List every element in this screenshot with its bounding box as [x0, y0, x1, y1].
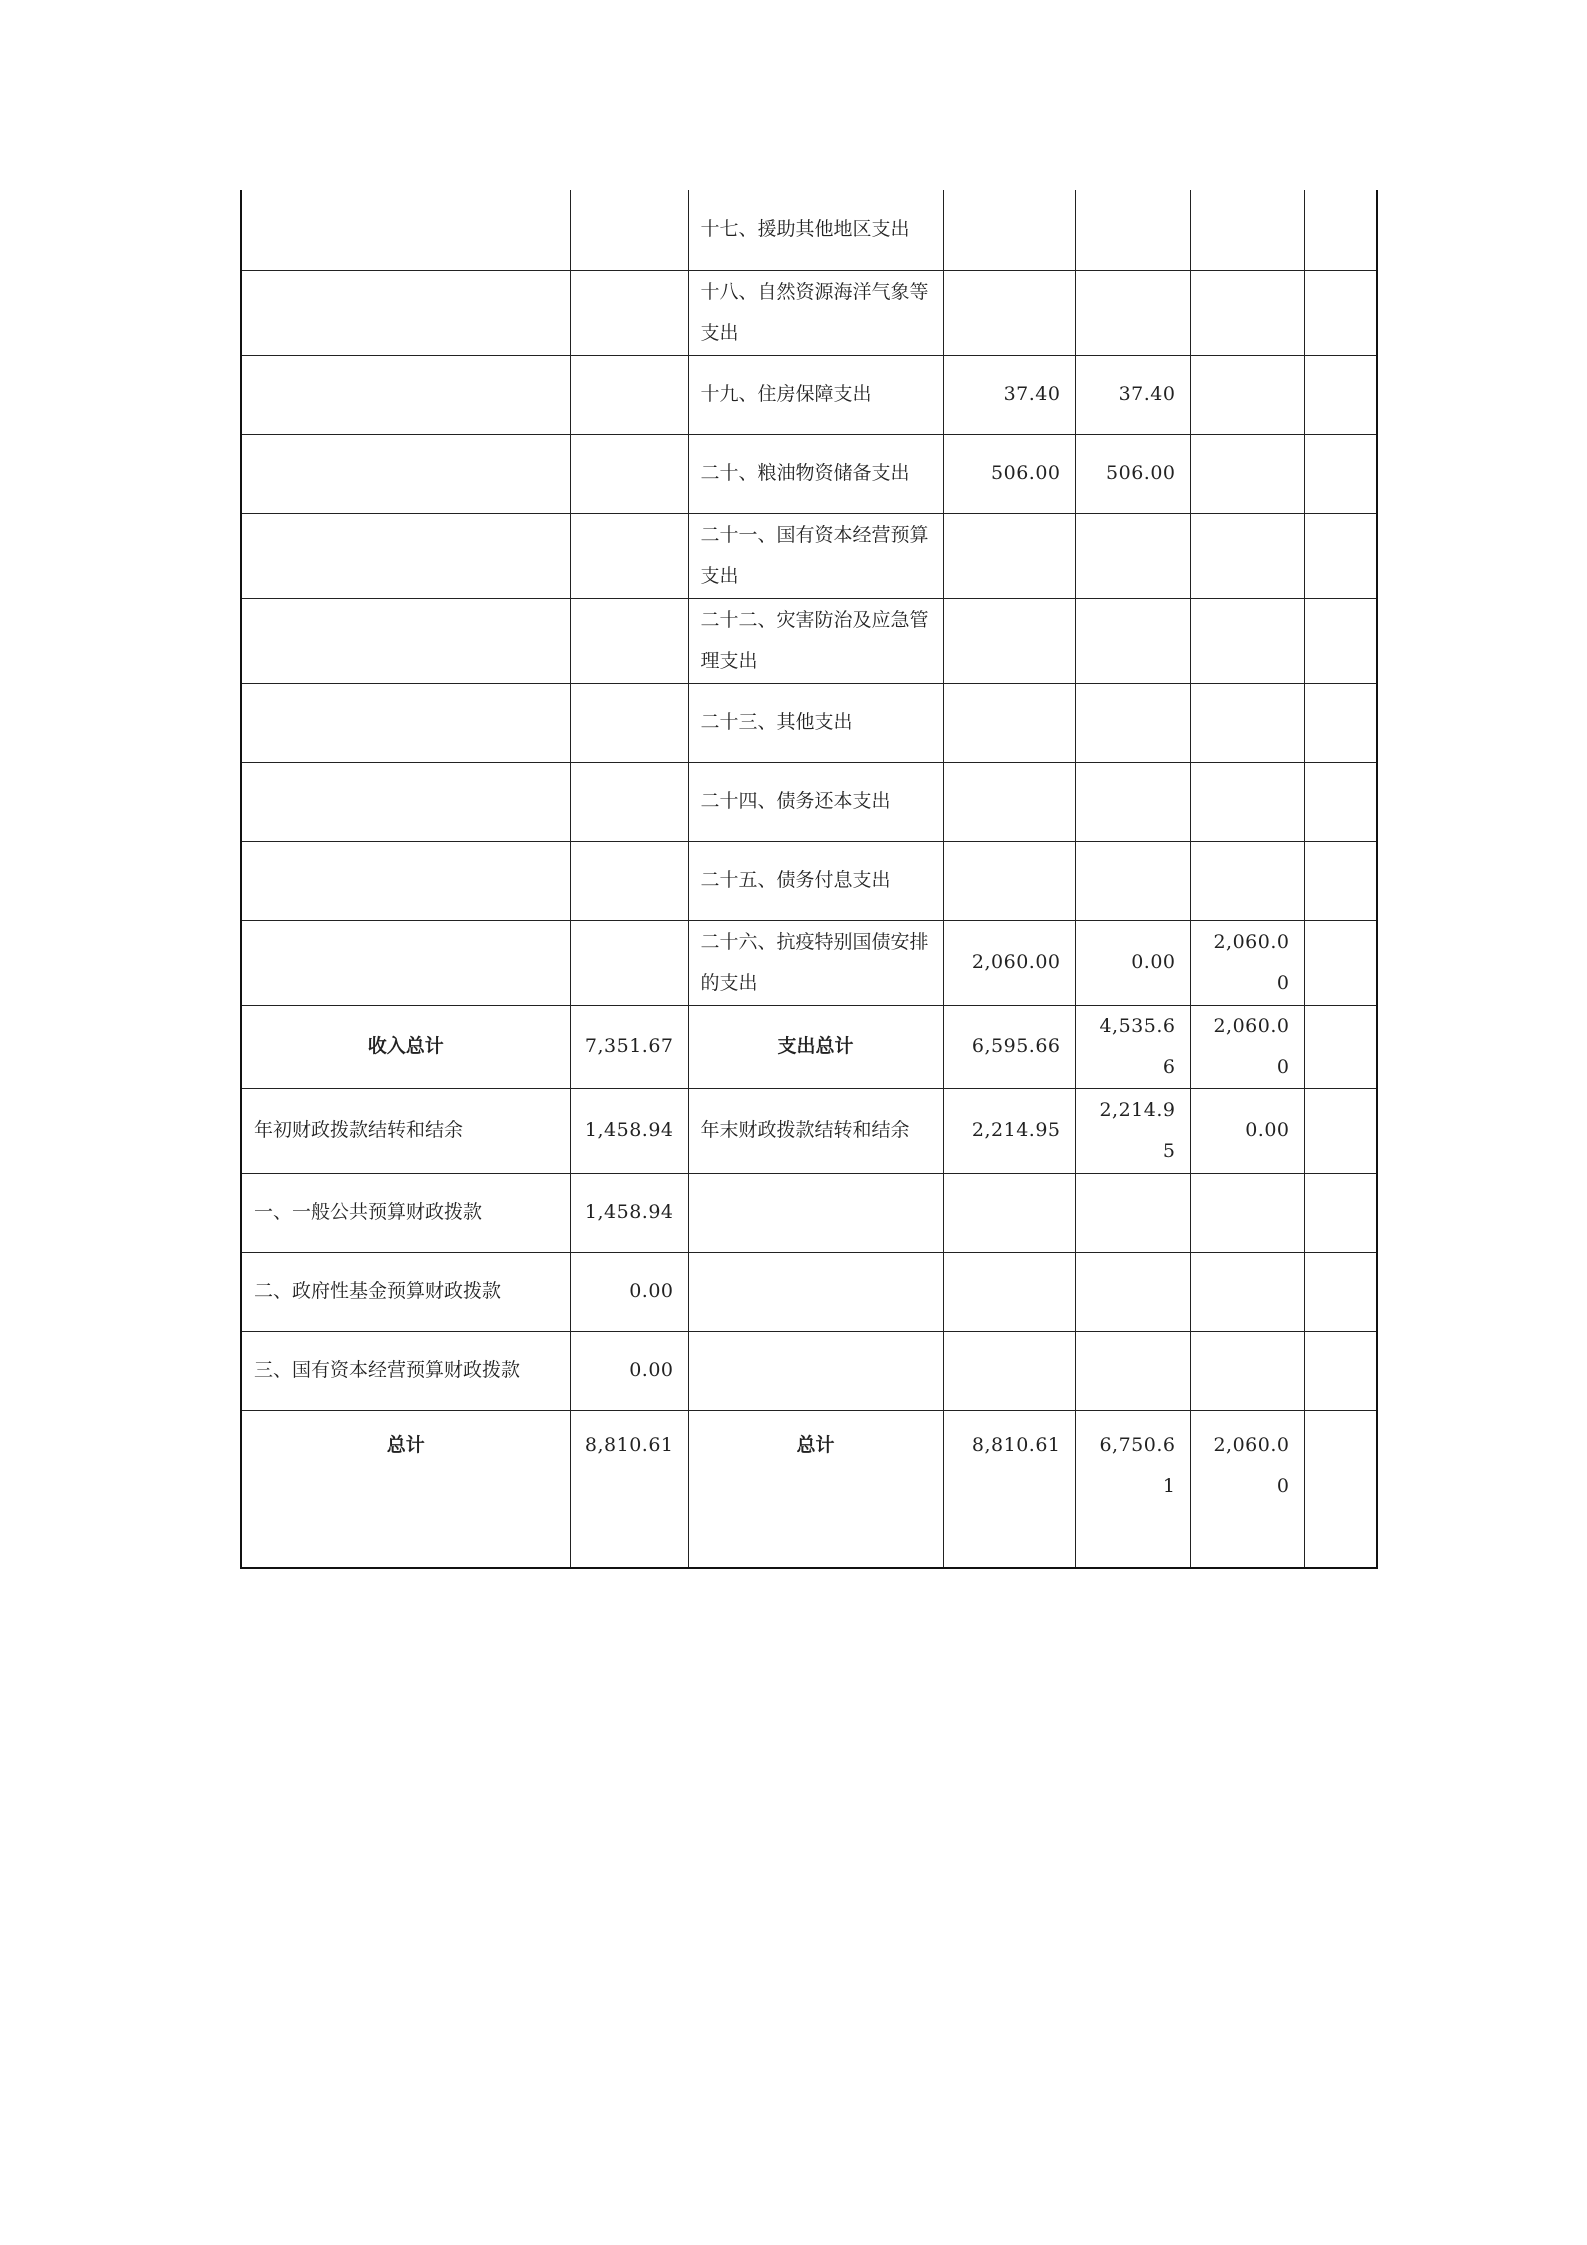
gov-fund-cell: [1190, 513, 1304, 598]
state-capital-cell: [1304, 434, 1377, 513]
income-amount-cell: [570, 683, 688, 762]
table-row: [241, 1088, 1377, 1173]
income-item-cell: 总计: [241, 1410, 570, 1568]
gov-fund-cell: [1190, 1331, 1304, 1410]
income-item-cell: 二、政府性基金预算财政拨款: [241, 1252, 570, 1331]
gov-fund-cell: [1190, 598, 1304, 683]
income-amount-cell: [570, 355, 688, 434]
general-budget-cell: 506.00: [1075, 434, 1190, 513]
table-row-grand-total: [241, 1410, 1377, 1568]
income-item-cell: 三、国有资本经营预算财政拨款: [241, 1331, 570, 1410]
total-cell: [943, 841, 1075, 920]
gov-fund-cell: 2,060.00: [1190, 1005, 1304, 1088]
gov-fund-cell: [1190, 841, 1304, 920]
total-cell: [943, 270, 1075, 355]
income-item-cell: [241, 683, 570, 762]
general-budget-cell: [1075, 1173, 1190, 1252]
expense-item-cell: 二十三、其他支出: [688, 683, 943, 762]
state-capital-cell: [1304, 1005, 1377, 1088]
expense-item-cell: 十九、住房保障支出: [688, 355, 943, 434]
table-row: [241, 841, 1377, 920]
general-budget-cell: [1075, 598, 1190, 683]
table-row: [241, 1331, 1377, 1410]
state-capital-cell: [1304, 355, 1377, 434]
income-amount-cell: [570, 434, 688, 513]
gov-fund-cell: [1190, 762, 1304, 841]
total-cell: [943, 683, 1075, 762]
state-capital-cell: [1304, 190, 1377, 270]
income-item-cell: [241, 598, 570, 683]
income-amount-cell: 0.00: [570, 1331, 688, 1410]
general-budget-cell: [1075, 190, 1190, 270]
table-row: [241, 190, 1377, 270]
total-cell: [943, 762, 1075, 841]
state-capital-cell: [1304, 270, 1377, 355]
income-item-cell: [241, 762, 570, 841]
expense-item-cell: 十八、自然资源海洋气象等支出: [688, 270, 943, 355]
income-item-cell: 年初财政拨款结转和结余: [241, 1088, 570, 1173]
state-capital-cell: [1304, 1331, 1377, 1410]
income-amount-cell: 7,351.67: [570, 1005, 688, 1088]
total-cell: 6,595.66: [943, 1005, 1075, 1088]
general-budget-cell: [1075, 683, 1190, 762]
income-amount-cell: 1,458.94: [570, 1173, 688, 1252]
gov-fund-cell: [1190, 1173, 1304, 1252]
income-amount-cell: [570, 598, 688, 683]
general-budget-cell: [1075, 1331, 1190, 1410]
gov-fund-cell: [1190, 434, 1304, 513]
table-row-subtotal: [241, 1005, 1377, 1088]
general-budget-cell: [1075, 1252, 1190, 1331]
total-cell: 2,214.95: [943, 1088, 1075, 1173]
state-capital-cell: [1304, 841, 1377, 920]
expense-item-cell: 二十六、抗疫特别国债安排的支出: [688, 920, 943, 1005]
gov-fund-cell: [1190, 270, 1304, 355]
general-budget-cell: 4,535.66: [1075, 1005, 1190, 1088]
total-cell: [943, 1173, 1075, 1252]
income-item-cell: [241, 513, 570, 598]
total-cell: 8,810.61: [943, 1410, 1075, 1568]
expense-item-cell: 二十五、债务付息支出: [688, 841, 943, 920]
income-amount-cell: [570, 841, 688, 920]
gov-fund-cell: [1190, 190, 1304, 270]
state-capital-cell: [1304, 513, 1377, 598]
table-row: [241, 1252, 1377, 1331]
income-amount-cell: 1,458.94: [570, 1088, 688, 1173]
expense-item-cell: [688, 1173, 943, 1252]
income-amount-cell: [570, 190, 688, 270]
general-budget-cell: [1075, 841, 1190, 920]
gov-fund-cell: [1190, 1252, 1304, 1331]
general-budget-cell: 6,750.61: [1075, 1410, 1190, 1568]
general-budget-cell: [1075, 513, 1190, 598]
general-budget-cell: 2,214.95: [1075, 1088, 1190, 1173]
total-cell: 506.00: [943, 434, 1075, 513]
income-item-cell: [241, 434, 570, 513]
budget-table: [240, 190, 1378, 1569]
expense-item-cell: [688, 1252, 943, 1331]
table-row: [241, 434, 1377, 513]
total-cell: [943, 1252, 1075, 1331]
state-capital-cell: [1304, 762, 1377, 841]
gov-fund-cell: [1190, 683, 1304, 762]
expense-item-cell: 二十二、灾害防治及应急管理支出: [688, 598, 943, 683]
state-capital-cell: [1304, 1088, 1377, 1173]
total-cell: [943, 513, 1075, 598]
income-amount-cell: 0.00: [570, 1252, 688, 1331]
general-budget-cell: 0.00: [1075, 920, 1190, 1005]
total-cell: [943, 190, 1075, 270]
table-row: [241, 920, 1377, 1005]
table-row: [241, 513, 1377, 598]
table-row: [241, 355, 1377, 434]
total-cell: [943, 1331, 1075, 1410]
expense-item-cell: 十七、援助其他地区支出: [688, 190, 943, 270]
expense-item-cell: 支出总计: [688, 1005, 943, 1088]
table-row: [241, 762, 1377, 841]
general-budget-cell: [1075, 270, 1190, 355]
income-amount-cell: [570, 270, 688, 355]
table-row: [241, 270, 1377, 355]
state-capital-cell: [1304, 1252, 1377, 1331]
table-row: [241, 683, 1377, 762]
state-capital-cell: [1304, 1410, 1377, 1568]
expense-item-cell: [688, 1331, 943, 1410]
general-budget-cell: 37.40: [1075, 355, 1190, 434]
income-amount-cell: [570, 513, 688, 598]
income-item-cell: [241, 841, 570, 920]
expense-item-cell: 总计: [688, 1410, 943, 1568]
budget-table-page: [240, 190, 1376, 1569]
expense-item-cell: 二十一、国有资本经营预算支出: [688, 513, 943, 598]
total-cell: [943, 598, 1075, 683]
gov-fund-cell: 2,060.00: [1190, 1410, 1304, 1568]
state-capital-cell: [1304, 683, 1377, 762]
state-capital-cell: [1304, 1173, 1377, 1252]
income-item-cell: [241, 190, 570, 270]
income-item-cell: [241, 355, 570, 434]
income-item-cell: [241, 920, 570, 1005]
expense-item-cell: 二十四、债务还本支出: [688, 762, 943, 841]
state-capital-cell: [1304, 598, 1377, 683]
income-amount-cell: [570, 762, 688, 841]
table-row: [241, 1173, 1377, 1252]
general-budget-cell: [1075, 762, 1190, 841]
expense-item-cell: 二十、粮油物资储备支出: [688, 434, 943, 513]
income-item-cell: [241, 270, 570, 355]
income-amount-cell: [570, 920, 688, 1005]
state-capital-cell: [1304, 920, 1377, 1005]
gov-fund-cell: 0.00: [1190, 1088, 1304, 1173]
gov-fund-cell: [1190, 355, 1304, 434]
income-item-cell: 收入总计: [241, 1005, 570, 1088]
income-amount-cell: 8,810.61: [570, 1410, 688, 1568]
total-cell: 2,060.00: [943, 920, 1075, 1005]
expense-item-cell: 年末财政拨款结转和结余: [688, 1088, 943, 1173]
total-cell: 37.40: [943, 355, 1075, 434]
income-item-cell: 一、一般公共预算财政拨款: [241, 1173, 570, 1252]
table-row: [241, 598, 1377, 683]
gov-fund-cell: 2,060.00: [1190, 920, 1304, 1005]
